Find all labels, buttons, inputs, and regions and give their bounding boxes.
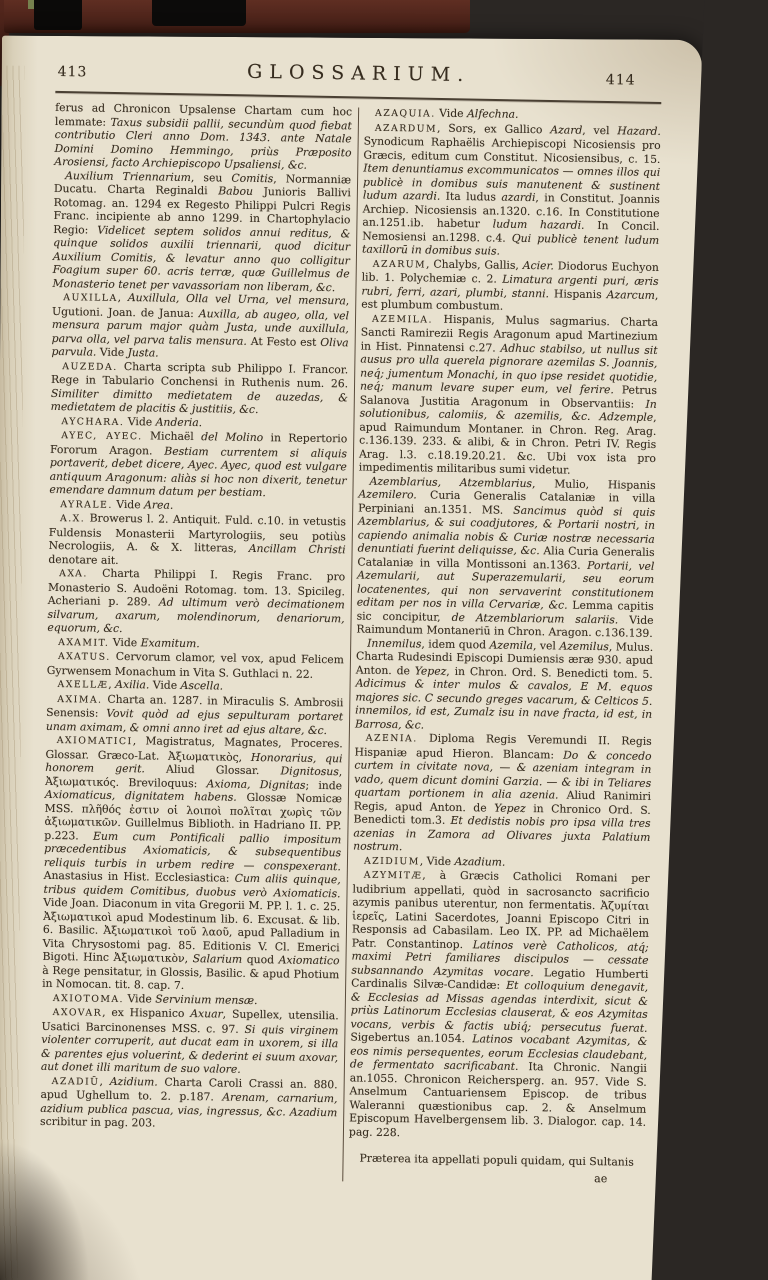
book-page <box>0 36 702 1280</box>
glossary-paragraph: AZYMITÆ, à Græcis Catholici Romani per ludibrium appellati, quòd in sacrosancto sacrificio azymis panibus uterentur, non fermentatis. Ἀζυμίται ἱερεῖς, Latini Sacerdotes, Joanni Episcopo Citri in Responsis ad Cabasilam. Leo IX. PP. ad Michaëlem Patr. Constantinop. Latinos verè Catholicos, atq́; maximi Petri familiares discipulos — cessate subsannando Azymitas vocare. Legatio Humberti Cardinalis Silvæ-Candidæ: Et colloquium denegavit, & Ecclesias ad Missas agendas interdixit, sicut & priùs Latinorum Ecclesias clauserat, & eos Azymitas vocans, verbis & factis ubiq́; persecutus fuerat. Sigebertus an.1054. Latinos vocabant Azymitas, & eos nimis persequentes, eorum Ecclesias claudebant, de fermentato sacrificabant. Ita Chronic. Nangii an.1055. Chronicon Reichersperg. an. 957. Vide S. Anselmum Cantuariensem Episcop. de tribus Waleranni quæstionibus cap. 2. & Anselmum Episcopum Havelbergensem lib. 3. Dialogor. cap. 14. pag. 228. <box>348 868 650 1139</box>
glossary-paragraph: Præterea ita appellati populi quidam, qui Sultanis <box>359 1151 634 1169</box>
glossary-paragraph: Auxilium Triennarium, seu Comitis, Normanniæ Ducatu. Charta Reginaldi Babou Junioris Ballivi Rotomag. an. 1294 ex Regesto Philippi Pulcri Regis Franc. incipiente ab anno 1299. in Chartophylacio Regio: Videlicet septem solidos annui reditus, & quinque solidos auxilii triennarii, quod dicitur Auxilium Comitis, & levatur anno quo colligitur Foagium super 60. acris terræ, quæ Guillelmus de Monasterio tenet per vavassoriam non liberam, &c. <box>52 168 352 294</box>
page-corner-shadow <box>0 1140 90 1280</box>
page-number-right: 414 <box>605 72 636 89</box>
glossary-paragraph: AZENIA. Diploma Regis Veremundi II. Regis Hispaniæ apud Hieron. Blancam: Do & concedo curtem in civitate nova, — & azeniam integram in vado, quem dicunt domini Garzia. — & ibi in Teliares quartam portionem in alia azenia. Aliud Ranimiri Regis, apud Anton. de Yepez in Chronico Ord. S. Benedicti tom.3. Et dedistis nobis pro ipsa villa tres azenias in Zamora ad Olivares juxta Palatium nostrum. <box>353 731 652 854</box>
glossary-paragraph: AXAMIT. Vide Examitum. <box>58 635 200 650</box>
glossary-paragraph: AZAQUIA. Vide Alfechna. <box>374 106 519 121</box>
glossary-paragraph: AXIMA. Charta an. 1287. in Miraculis S. Ambrosii Senensis: Vovit quòd ad ejus sepulturam portaret unam aximam, & omni anno iret ad ejus altare, &c. <box>45 692 344 737</box>
glossary-paragraph: AYRALE. Vide Area. <box>60 497 174 512</box>
glossary-paragraph: AZARDUM, Sors, ex Gallico Azard, vel Hazard. Synodicum Raphaëlis Archiepiscopi Nicosiensis pro Græcis, editum cum Constitut. Nicosiensibus, c. 15. Item denuntiamus excommunicatos — omnes illos qui publicè in domibus suis manutenent & sustinent ludum azardi. Ita ludus azardi, in Constitut. Joannis Archiep. Nicosiensis an.1320. c.16. In Constitutione an.1251.ib. habetur ludum hazardi. In Concil. Nemosiensi an.1298. c.4. Qui publicè tenent ludum taxillorū in domibus suis. <box>361 121 661 258</box>
glossary-paragraph: AXELLÆ, Axilia. Vide Ascella. <box>57 677 224 693</box>
text-columns <box>39 101 661 1186</box>
catchword: ae <box>594 1171 608 1185</box>
glossary-paragraph: Innemilus, idem quod Azemila, vel Azemilus, Mulus. Charta Rudesindi Episcopi Dumiensis æræ 930. apud Anton. de Yepez, in Chron. Ord. S. Benedicti tom. 5. Adicimus & inter mulos & cavalos, E M. equos majores sic. C secundo greges vacarum, & Celticos 5. innemilos, id est, Zumalz isu in nave fracta, id est, in Barrosa, &c. <box>354 636 654 731</box>
glossary-paragraph: AUXILLA, Auxillula, Olla vel Urna, vel mensura, Ugutioni. Joan. de Janua: Auxilla, ab augeo, olla, vel mensura parum major quàm Justa, unde auxillula, parva olla, vel parva talis mensura. At Festo est Oliva parvula. Vide Justa. <box>51 290 350 360</box>
book-strap <box>34 0 82 30</box>
glossary-paragraph: AYEC, AYEC. Michaël del Molino in Repertorio Fororum Aragon. Bestiam currentem si aliquis portaverit, debet dicere, Ayec. Ayec, quod est vulgare antiquum Aragonum: aliàs si hoc non dixerit, tenetur emendare damnum datum per bestiam. <box>49 429 348 500</box>
column-right <box>348 106 661 1186</box>
column-left-text <box>40 101 352 1133</box>
glossary-paragraph: AUZEDA. Charta scripta sub Philippo I. Francor. Rege in Tabulario Conchensi in Ruthenis num. 26. Similiter dimitto medietatem de auzedas, & medietatem de placitis & justitiis, &c. <box>50 359 349 417</box>
glossary-paragraph: AXIOMATICI, Magistratus, Magnates, Proceres. Glossar. Græco-Lat. Ἀξιωματικὸς, Honorarius, qui honorem gerit. Aliud Glossar. Dignitosus, Ἀξιωματικός. Breviloquus: Axioma, Dignitas; inde Axiomaticus, dignitatem habens. Glossæ Nomicæ MSS. πλῆθός ἐστιν οἱ λοιποὶ πολῖται χωρὶς τῶν ἀξιωματικῶν. Guillelmus Biblioth. in Hadriano II. PP. p.223. Eum cum Pontificali pallio impositum præcedentibus Axiomaticis, & subsequentibus reliquis turbis in urbem redire — conspexerant. Anastasius in Hist. Ecclesiastica: Cum aliis quinque, tribus quidem Comitibus, duobus verò Axiomaticis. Vide Joan. Diaconum in vita Gregorii M. PP. l. 1. c. 25. Ἀξιωματικοὶ apud Modestinum lib. 6. Excusat. & lib. 6. Basilic. Ἀξιωματικοὶ τοῦ λαοῦ, apud Palladium in Vita Chrysostomi pag. 85. Editionis V. Cl. Emerici Bigoti. Hinc Ἀξιωματικὸν, Salarium quod Axiomatico à Rege pensitatur, in Glossis, Basilic. & apud Photium in Nomocan. tit. 8. cap. 7. <box>42 734 343 992</box>
glossary-paragraph: AYCHARA. Vide Anderia. <box>61 414 203 429</box>
page-title: GLOSSARIUM. <box>246 60 471 87</box>
glossary-paragraph: AZARUM, Chalybs, Gallis, Acier. Diodorus Euchyon lib. 1. Polychemiæ c. 2. Limatura argenti puri, æris rubri, ferri, azari, plumbi, stanni. Hispanis Azarcum, est plumbum combustum. <box>361 256 659 313</box>
glossary-paragraph: AZIDIUM, Vide Azadium. <box>363 853 506 869</box>
glossary-paragraph: ferus ad Chronicon Upsalense Chartam cum hoc lemmate: Taxus subsidii pallii, secundùm quod fiebat contributio Cleri anno Dom. 1343. ante Natale Domini Domino Hemmingo, priùs Præposito Arosiensi, facto Archiepiscopo Upsaliensi, &c. <box>54 100 353 172</box>
glossary-paragraph: Azemblarius, Atzemblarius, Mulio, Hispanis Azemilero. Curia Generalis Catalaniæ in villa Perpiniani an.1351. MS. Sancimus quòd si quis Azemblarius, & sui coadjutores, & Portarii nostri, in capiendo animalia nobis & Curiæ nostræ necessaria denuntiati fuerint deliquisse, &c. Alia Curia Generalis Catalaniæ in villa Montissoni an.1363. Portarii, vel Azemularii, aut Superazemularii, seu eorum locatenentes, qui non servaverint constitutionem editam per nos in villa Cervariæ, &c. Lemma capitis sic concipitur, de Atzemblariorum salariis. Vide Raimundum Montaneriū in Chron. Aragon. c.136.139. <box>356 474 656 640</box>
page-number-left: 413 <box>57 63 88 81</box>
column-right-text <box>348 106 661 1170</box>
glossary-paragraph: AZEMILA. Hispanis, Mulus sagmarius. Charta Sancti Ramirezii Regis Aragonum apud Martinezium in Hist. Pinnatensi c.27. Adhuc stabilso, ut nullus sit ausus pro ulla querela pignorare azemilas S. Joannis, neq́; jumentum Monachi, in quo ipse residet quotidie, neq́; manum levare super eum, vel ferire. Petrus Salanova Justitia Aragonum in Observantiis: In solutionibus, calomiis, & azemilis, &c. Adzemple, apud Raimundum Montaner. in Chron. Reg. Arag. c.136.139. 233. & alibi, & in Chron. Petri IV. Regis Arag. l.3. c.18.19.20.21. &c. Ubi vox ista pro impedimentis militaribus sumi videtur. <box>358 312 659 477</box>
glossary-paragraph: A.X. Browerus l. 2. Antiquit. Fuld. c.10. in vetustis Fuldensis Monasterii Martyrologiis, seu potiùs Necrologiis, A. & X. litteras, Ancillam Christi denotare ait. <box>48 511 347 567</box>
column-left <box>39 101 352 1181</box>
glossary-paragraph: AXOVAR, ex Hispanico Axuar, Supellex, utensilia. Usatici Barcinonenses MSS. c. 97. Si quis virginem violenter corruperit, aut ducat eam in uxorem, si illa & parentes ejus voluerint, & dederint ei suum axovar, aut donet illi maritum de suo valore. <box>40 1005 339 1076</box>
page-content <box>39 58 662 1186</box>
glossary-paragraph: AXIOTOMA. Vide Servinium mensæ. <box>52 991 258 1007</box>
glossary-paragraph: AXATUS. Cervorum clamor, vel vox, apud Felicem Gyrwensem Monachum in Vita S. Guthlaci n. 22. <box>46 649 345 681</box>
book-strap <box>152 0 246 26</box>
glossary-paragraph: AXA. Charta Philippi I. Regis Franc. pro Monasterio S. Audoëni Rotomag. tom. 13. Spicileg. Acheriani p. 289. Ad ultimum verò decimationem silvarum, axarum, molendinorum, denariorum, equorum, &c. <box>47 566 346 636</box>
page-fore-edge <box>0 66 25 1280</box>
glossary-paragraph: AZADIŪ, Azidium. Charta Caroli Crassi an. 880. apud Ughellum to. 2. p.187. Arenam, carnarium, azidium publica pascua, vias, ingressus, &c. Azadium scribitur in pag. 203. <box>39 1074 338 1130</box>
